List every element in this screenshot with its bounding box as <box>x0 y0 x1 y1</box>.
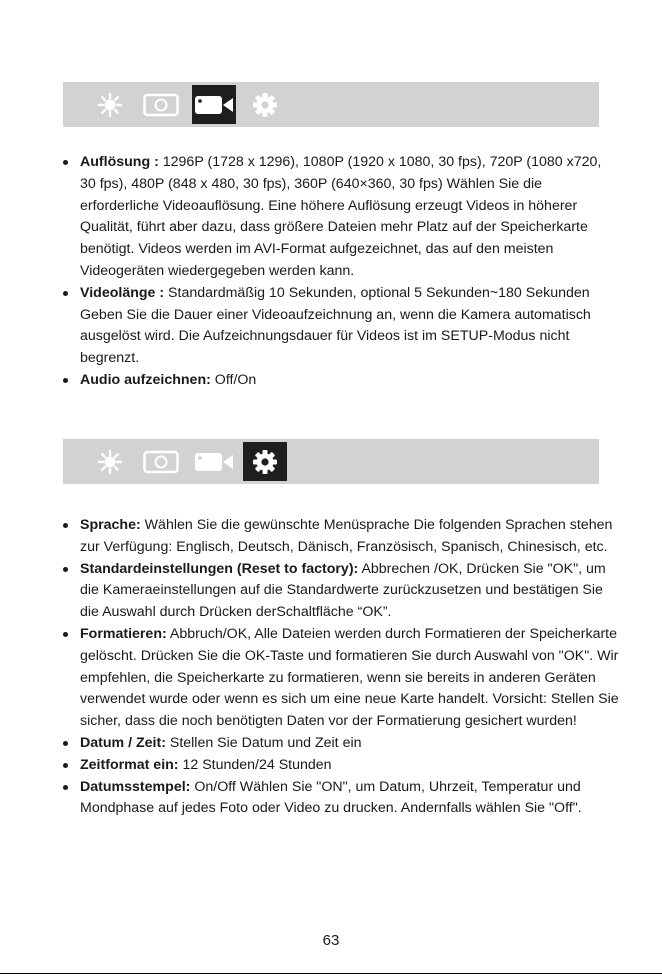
setting-label: Auflösung : <box>80 154 159 170</box>
camera-icon[interactable] <box>139 442 183 481</box>
list-item <box>60 559 620 624</box>
list-item <box>60 733 620 755</box>
list-item <box>60 755 620 777</box>
setting-label: Standardeinstellungen (Reset to factory): <box>80 560 359 577</box>
list-item <box>60 152 620 283</box>
gear-icon[interactable] <box>243 442 287 481</box>
page-number: 63 <box>322 932 340 949</box>
mode-tab-bar-video <box>63 82 599 127</box>
list-item <box>60 515 620 559</box>
setting-label: Videolänge : <box>80 284 165 301</box>
setting-text: 12 Stunden/24 Stunden <box>178 756 332 773</box>
setting-label: Sprache: <box>80 517 141 533</box>
camera-icon[interactable] <box>139 85 183 124</box>
video-settings-list <box>60 152 620 392</box>
setting-text: On/Off Wählen Sie "ON", um Datum, Uhrzeit, Temperatur und Mondphase auf jedes Foto oder Video zu drucken. Andernfalls wählen Sie "Off". <box>80 778 582 817</box>
list-item <box>60 370 620 392</box>
setting-text: Abbrechen /OK, Drücken Sie "OK", um die Kameraeinstellungen auf die Standardwerte zurückzusetzen und bestätigen Sie die Auswahl durch Drücken derSchaltfläche “OK”. <box>80 560 606 621</box>
setting-label: Audio aufzeichnen: <box>80 371 211 388</box>
list-item <box>60 777 620 821</box>
sun-icon[interactable] <box>88 85 132 124</box>
mode-tab-bar-setup <box>63 439 599 484</box>
setting-text: Stellen Sie Datum und Zeit ein <box>165 734 362 751</box>
setting-text: Off/On <box>210 371 257 388</box>
setting-label: Formatieren: <box>80 625 167 642</box>
video-camera-icon[interactable] <box>192 442 236 481</box>
setting-label: Zeitformat ein: <box>80 756 179 773</box>
setting-label: Datum / Zeit: <box>80 734 166 751</box>
setting-text: Wählen Sie die gewünschte Menüsprache Die folgenden Sprachen stehen zur Verfügung: Englisch, Deutsch, Dänisch, Französisch, Spanisch, Chinesisch, etc. <box>80 517 613 555</box>
setting-text: 1296P (1728 x 1296), 1080P (1920 x 1080, 30 fps), 720P (1080 x720, 30 fps), 480P (848 x 480, 30 fps), 360P (640×360, 30 fps) Wählen Sie die erforderliche Videoauflösung. Eine höhere Auflösung erzeugt Videos in höherer Qualität, führt aber dazu, dass größere Dateien mehr Platz auf der Speicherkarte benötigt. Videos werden im AVI-Format aufgezeichnet, das auf den meisten Videogeräten wiedergegeben werden kann. <box>80 154 602 279</box>
setting-text: Standardmäßig 10 Sekunden, optional 5 Sekunden~180 Sekunden Geben Sie die Dauer einer Videoaufzeichnung an, wenn die Kamera automatisch ausgelöst wird. Die Aufzeichnungsdauer für Videos ist im SETUP-Modus nicht begrenzt. <box>80 284 591 367</box>
gear-icon[interactable] <box>243 85 287 124</box>
setting-text: Abbruch/OK, Alle Dateien werden durch Formatieren der Speicherkarte gelöscht. Drücken Sie die OK-Taste und formatieren Sie durch Auswahl von "OK". Wir empfehlen, die Speicherkarte zu formatieren, wenn sie bereits in anderen Geräten verwendet wurde oder wenn es sich um eine neue Karte handelt. Vorsicht: Stellen Sie sicher, dass die noch benötigten Daten vor der Formatierung gesichert wurden! <box>80 625 619 730</box>
setup-settings-list <box>60 515 620 820</box>
list-item <box>60 283 620 370</box>
video-camera-icon[interactable] <box>192 85 236 124</box>
list-item <box>60 624 620 733</box>
sun-icon[interactable] <box>88 442 132 481</box>
setting-label: Datumsstempel: <box>80 778 191 795</box>
footer-divider <box>0 973 662 974</box>
